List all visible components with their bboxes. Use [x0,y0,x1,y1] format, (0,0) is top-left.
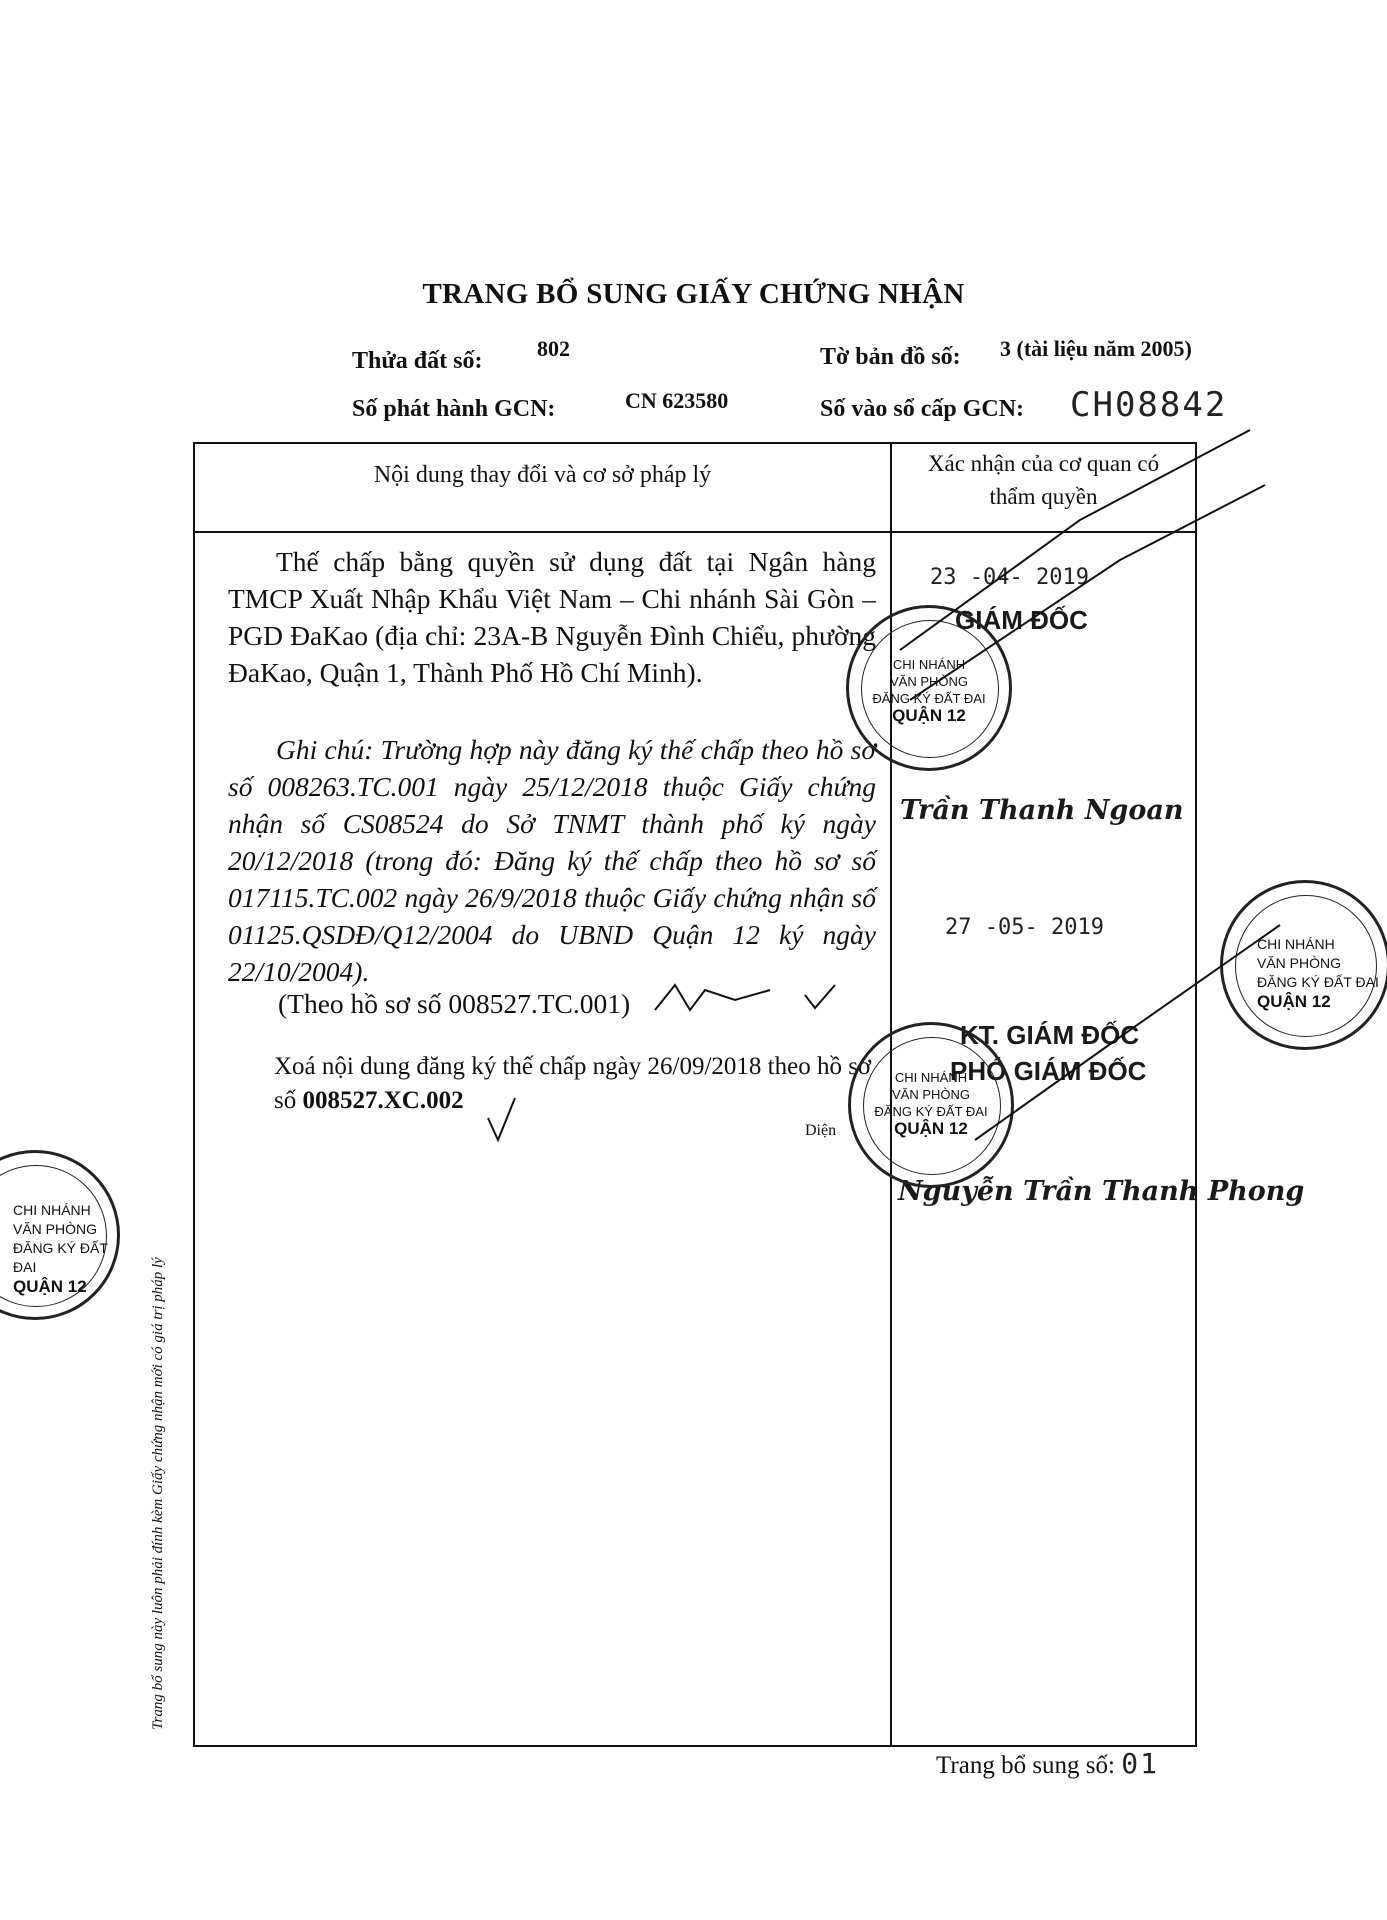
column-header-content: Nội dung thay đổi và cơ sở pháp lý [373,462,712,488]
partial-stamp-left-line4: QUẬN 12 [13,1277,87,1296]
partial-stamp-right-line2: VĂN PHÒNG [1257,955,1342,971]
stamp1-line3: ĐĂNG KÝ ĐẤT ĐAI [872,691,986,706]
thua-dat-label: Thửa đất số: [352,348,483,374]
so-vao-so-value: CH08842 [1070,385,1228,425]
signature-scribble-1 [900,430,1250,650]
column-header-confirmation-line2: thẩm quyền [989,484,1098,509]
confirmation-date-2: 27 -05- 2019 [945,915,1104,940]
partial-stamp-right-line1: CHI NHÁNH [1257,936,1335,952]
stamp2-line3: ĐĂNG KÝ ĐẤT ĐAI [874,1104,988,1119]
page-number-label: Trang bổ sung số: [936,1752,1115,1779]
confirmation-date-1: 23 -04- 2019 [930,565,1089,590]
xoa-code: 008527.XC.002 [302,1087,464,1114]
xoa-text: Xoá nội dung đăng ký thế chấp ngày 26/09/2018 theo hồ sơ số [274,1053,872,1114]
stamp1-line4: QUẬN 12 [892,706,966,725]
so-phat-hanh-label: Số phát hành GCN: [352,396,556,422]
partial-stamp-right-line4: QUẬN 12 [1257,992,1331,1011]
initial-mark-2 [805,985,835,1008]
page-title: TRANG BỔ SUNG GIẤY CHỨNG NHẬN [422,278,965,310]
stamp1-line1: CHI NHÁNH [892,657,966,672]
dien-text: Diện [805,1122,837,1139]
mortgage-paragraph: Thế chấp bằng quyền sử dụng đất tại Ngân hàng TMCP Xuất Nhập Khẩu Việt Nam – Chi nhánh Sài Gòn – PGD ĐaKao (địa chỉ: 23A-B Nguyễn Đình Chiểu, phường ĐaKao, Quận 1, Thành Phố Hồ Chí Minh). [228,546,876,688]
column-header-confirmation-line1: Xác nhận của cơ quan có [927,451,1160,476]
theo-ho-so-text: (Theo hồ sơ số 008527.TC.001) [278,988,631,1019]
confirmation-role-2a: KT. GIÁM ĐỐC [960,1020,1140,1050]
partial-stamp-left-line2: VĂN PHÒNG [13,1221,98,1237]
stamp2-line1: CHI NHÁNH [894,1070,968,1085]
initial-mark-1 [655,985,770,1010]
partial-stamp-left-line1: CHI NHÁNH [13,1202,91,1218]
signature-scribble-2 [910,485,1265,700]
signer-name-1: Trần Thanh Ngoan [900,795,1184,826]
confirmation-role-1: GIÁM ĐỐC [955,605,1088,635]
confirmation-role-2b: PHÓ GIÁM ĐỐC [950,1056,1147,1086]
thua-dat-value: 802 [537,336,570,361]
stamp2-line2: VĂN PHÒNG [891,1087,970,1102]
so-phat-hanh-value: CN 623580 [625,388,729,413]
stamp2-line4: QUẬN 12 [894,1119,968,1138]
so-vao-so-label: Số vào sổ cấp GCN: [820,396,1025,422]
signature-scribble-3 [975,925,1280,1140]
signer-name-2: Nguyễn Trần Thanh Phong [898,1176,1305,1207]
page-number-value: 01 [1121,1747,1159,1780]
check-mark [488,1098,515,1140]
note-paragraph: Ghi chú: Trường hợp này đăng ký thế chấp theo hồ sơ số 008263.TC.001 ngày 25/12/2018 thuộc Giấy chứng nhận số CS08524 do Sở TNMT thành phố ký ngày 20/12/2018 (trong đó: Đăng ký thế chấp theo hồ sơ số 017115.TC.002 ngày 26/9/2018 thuộc Giấy chứng nhận số 01125.QSDĐ/Q12/2004 do UBND Quận 12 ký ngày 22/10/2004). [228,734,876,987]
page-number [936,1747,1159,1780]
to-ban-do-value: 3 (tài liệu năm 2005) [1000,336,1192,361]
to-ban-do-label: Tờ bản đồ số: [820,344,961,370]
side-legal-note: Trang bổ sung này luôn phải đính kèm Giấy chứng nhận mới có giá trị pháp lý [150,1257,166,1730]
stamp1-line2: VĂN PHÒNG [889,674,968,689]
partial-stamp-left-line3: ĐĂNG KÝ ĐẤT ĐAI [13,1240,108,1275]
partial-stamp-right-line3: ĐĂNG KÝ ĐẤT ĐAI [1257,974,1379,990]
